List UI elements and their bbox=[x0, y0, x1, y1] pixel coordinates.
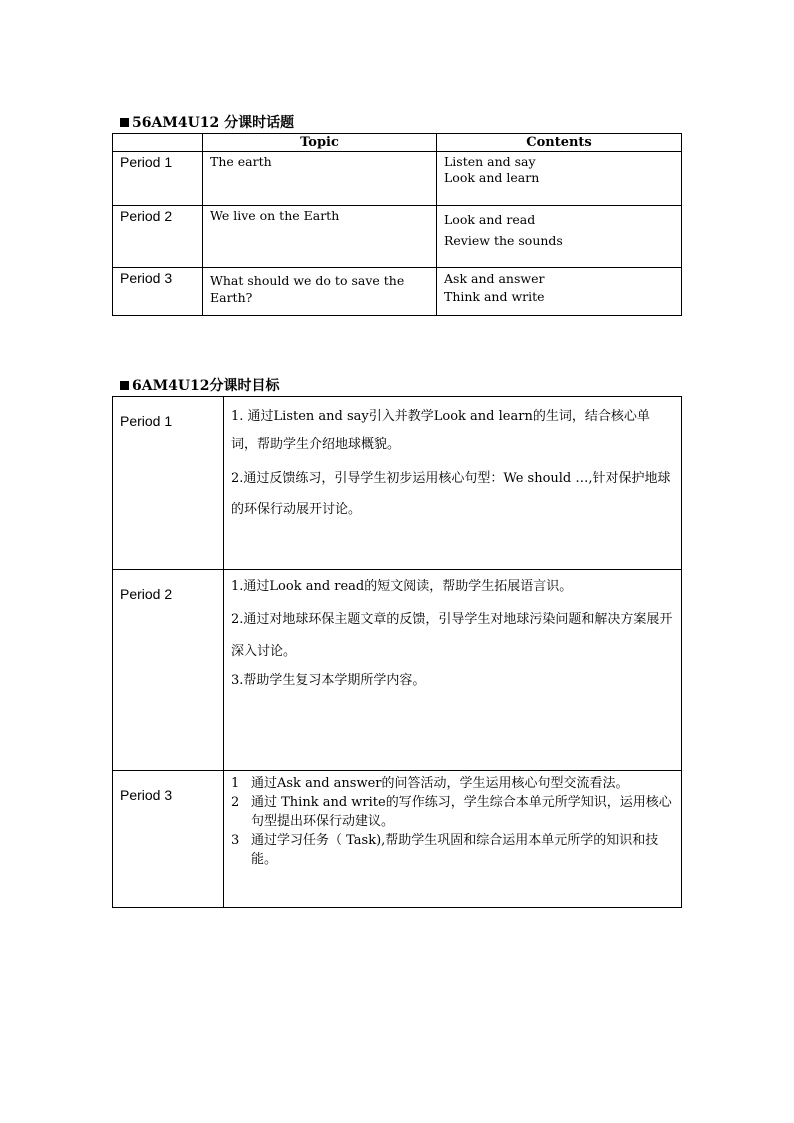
contents-cell bbox=[437, 268, 682, 316]
item-number: 1 bbox=[231, 776, 240, 791]
content-line: Listen and say bbox=[444, 154, 536, 169]
objectives-cell bbox=[224, 570, 682, 771]
period-label: Period 1 bbox=[113, 152, 203, 206]
period-label: Period 1 bbox=[113, 397, 224, 570]
item-text: 通过学习任务（ Task),帮助学生巩固和综合运用本单元所学的知识和技能。 bbox=[251, 833, 659, 867]
content-line: Look and read bbox=[444, 212, 536, 227]
period-label: Period 3 bbox=[113, 771, 224, 908]
objective-item: 1.通过Look and read的短文阅读，帮助学生拓展语言识。 bbox=[231, 579, 573, 594]
objective-item bbox=[229, 793, 675, 831]
content-line: Review the sounds bbox=[444, 233, 563, 248]
objectives-table bbox=[112, 396, 682, 908]
square-bullet-icon bbox=[120, 381, 129, 390]
item-text: 通过Ask and answer的问答活动，学生运用核心句型交流看法。 bbox=[251, 776, 629, 791]
item-text: 通过 Think and write的写作练习，学生综合本单元所学知识，运用核心句型提出环保行动建议。 bbox=[251, 795, 672, 829]
table-row bbox=[113, 397, 682, 570]
table-row bbox=[113, 570, 682, 771]
table-row bbox=[113, 206, 682, 268]
topic-cell: What should we do to save the Earth? bbox=[203, 268, 437, 316]
objective-item: 2.通过反馈练习，引导学生初步运用核心句型：We should …,针对保护地球的环保行动展开讨论。 bbox=[231, 471, 671, 517]
section2-title: 6AM4U12分课时目标 bbox=[120, 375, 280, 395]
table-row bbox=[113, 268, 682, 316]
topic-cell: The earth bbox=[203, 152, 437, 206]
objective-item bbox=[229, 774, 675, 793]
header-contents: Contents bbox=[437, 134, 682, 152]
contents-cell bbox=[437, 206, 682, 268]
table-row bbox=[113, 152, 682, 206]
objective-item: 1. 通过Listen and say引入并教学Look and learn的生词，结合核心单词，帮助学生介绍地球概貌。 bbox=[231, 409, 650, 452]
period-label: Period 3 bbox=[113, 268, 203, 316]
square-bullet-icon bbox=[120, 118, 129, 127]
table-row bbox=[113, 771, 682, 908]
topic-table-header bbox=[113, 134, 682, 152]
content-line: Think and write bbox=[444, 289, 545, 304]
objectives-cell bbox=[224, 397, 682, 570]
period-label: Period 2 bbox=[113, 206, 203, 268]
content-line: Ask and answer bbox=[444, 271, 545, 286]
objective-item: 3.帮助学生复习本学期所学内容。 bbox=[231, 673, 426, 688]
item-number: 2 bbox=[231, 795, 240, 810]
objective-item: 2.通过对地球环保主题文章的反馈，引导学生对地球污染问题和解决方案展开深入讨论。 bbox=[231, 612, 673, 659]
topic-cell: We live on the Earth bbox=[203, 206, 437, 268]
section1-title: 56AM4U12 分课时话题 bbox=[120, 112, 294, 132]
content-line: Look and learn bbox=[444, 170, 540, 185]
topic-table bbox=[112, 133, 682, 316]
header-blank bbox=[113, 134, 203, 152]
objective-item bbox=[229, 831, 675, 869]
period-label: Period 2 bbox=[113, 570, 224, 771]
item-number: 3 bbox=[231, 833, 240, 848]
objectives-cell bbox=[224, 771, 682, 908]
contents-cell bbox=[437, 152, 682, 206]
header-topic: Topic bbox=[203, 134, 437, 152]
